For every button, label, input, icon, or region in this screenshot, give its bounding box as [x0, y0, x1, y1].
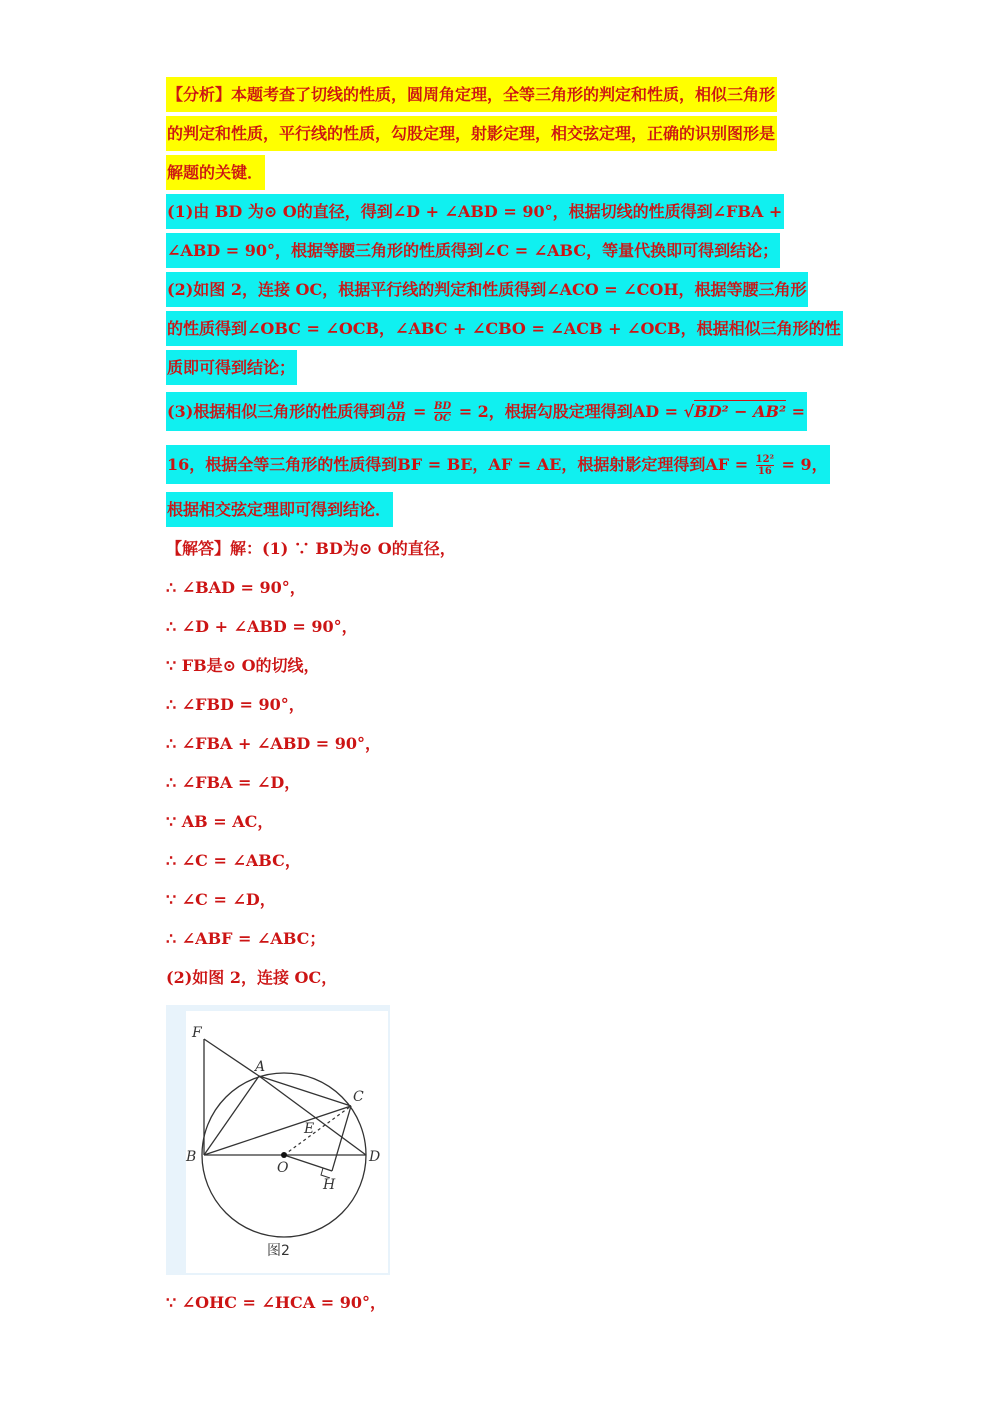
segment-bc: [204, 1106, 351, 1155]
analysis-text: 的判定和性质，平行线的性质，勾股定理，射影定理，相交弦定理，正确的识别图形是: [166, 116, 777, 151]
segment-ch: [332, 1106, 351, 1171]
segment-ac: [259, 1076, 351, 1106]
analysis-line-11: [166, 498, 393, 522]
label-f: F: [192, 1025, 202, 1041]
segment-fa: [204, 1039, 259, 1076]
solution-line-10: ∵ ∠C = ∠D，: [166, 890, 276, 909]
analysis-line-5: [166, 239, 780, 263]
solution-line-11: ∴ ∠ABF = ∠ABC；: [166, 929, 326, 948]
solution-line-9: ∴ ∠C = ∠ABC，: [166, 851, 301, 870]
analysis-text: (1)由 BD 为⊙ O的直径，得到∠D + ∠ABD = 90°，根据切线的性质得到∠FBA +: [166, 194, 784, 229]
solution-line-13: ∵ ∠OHC = ∠HCA = 90°，: [166, 1293, 386, 1312]
analysis-text: (3)根据相似三角形的性质得到: [167, 402, 386, 421]
segment-oh: [284, 1155, 332, 1171]
analysis-line-6: [166, 278, 808, 302]
solution-line-1: 【解答】解：(1) ∵ BD为⊙ O的直径，: [166, 539, 456, 558]
solution-line-4: ∵ FB是⊙ O的切线，: [166, 656, 320, 675]
label-a: A: [255, 1059, 266, 1075]
analysis-line-3: [166, 161, 265, 185]
fraction-numerator: AB: [388, 401, 405, 412]
solution-line-3: ∴ ∠D + ∠ABD = 90°，: [166, 617, 358, 636]
fraction-numerator: 12²: [755, 454, 774, 465]
analysis-line-10: [166, 453, 830, 477]
fraction-12sq-16: [756, 454, 774, 477]
analysis-line-8: [166, 356, 297, 380]
fraction-denominator: OH: [387, 413, 406, 424]
analysis-text: (2)如图 2，连接 OC，根据平行线的判定和性质得到∠ACO = ∠COH，根据等腰三角形: [166, 272, 808, 307]
geometry-figure: [166, 1005, 390, 1275]
analysis-formula-line: [166, 392, 807, 431]
label-b: B: [186, 1149, 197, 1165]
analysis-line-9: [166, 400, 807, 424]
solution-line-5: ∴ ∠FBD = 90°，: [166, 695, 305, 714]
solution-line-8: ∵ AB = AC，: [166, 812, 274, 831]
label-c: C: [353, 1089, 364, 1105]
analysis-text: ∠ABD = 90°，根据等腰三角形的性质得到∠C = ∠ABC，等量代换即可得到结论；: [166, 233, 780, 268]
label-o: O: [277, 1160, 289, 1176]
analysis-line-2: [166, 122, 777, 146]
fraction-ab-oh: [387, 401, 405, 424]
analysis-line-7: [166, 317, 843, 341]
analysis-text: 根据相交弦定理即可得到结论．: [166, 492, 393, 527]
analysis-text: 解题的关键．: [166, 155, 265, 190]
segment-oc: [284, 1106, 351, 1155]
fraction-denominator: OC: [434, 413, 451, 424]
label-h: H: [323, 1177, 336, 1193]
solution-line-12: (2)如图 2，连接 OC，: [166, 968, 338, 987]
analysis-text: 【分析】本题考查了切线的性质，圆周角定理，全等三角形的判定和性质，相似三角形: [166, 77, 777, 112]
analysis-line-4: [166, 200, 784, 224]
analysis-line-1: [166, 83, 777, 107]
sqrt-sign: √: [683, 402, 695, 421]
analysis-formula-line: [166, 445, 830, 484]
solution-line-7: ∴ ∠FBA = ∠D，: [166, 773, 301, 792]
analysis-text: 16，根据全等三角形的性质得到BF = BE，AF = AE，根据射影定理得到AF =: [167, 455, 754, 474]
equals-sign: =: [407, 402, 432, 421]
geometry-diagram: [166, 1005, 390, 1275]
sqrt-radicand: BD² − AB²: [694, 402, 787, 421]
label-e: E: [304, 1121, 315, 1137]
analysis-text: 质即可得到结论；: [166, 350, 297, 385]
equals-sign: =: [786, 402, 806, 421]
segment-ad: [259, 1076, 366, 1155]
label-d: D: [369, 1149, 381, 1165]
fraction-numerator: BD: [434, 401, 452, 412]
fraction-bd-oc: [434, 401, 451, 424]
figure-caption: 图2: [267, 1243, 290, 1259]
solution-line-2: ∴ ∠BAD = 90°，: [166, 578, 306, 597]
fraction-denominator: 16: [757, 466, 772, 477]
analysis-text: = 9，: [775, 455, 828, 474]
analysis-text: = 2，根据勾股定理得到AD =: [453, 402, 684, 421]
analysis-text: 的性质得到∠OBC = ∠OCB，∠ABC + ∠CBO = ∠ACB + ∠OCB，根据相似三角形的性: [166, 311, 843, 346]
solution-line-6: ∴ ∠FBA + ∠ABD = 90°，: [166, 734, 382, 753]
center-point-o: [281, 1152, 287, 1158]
